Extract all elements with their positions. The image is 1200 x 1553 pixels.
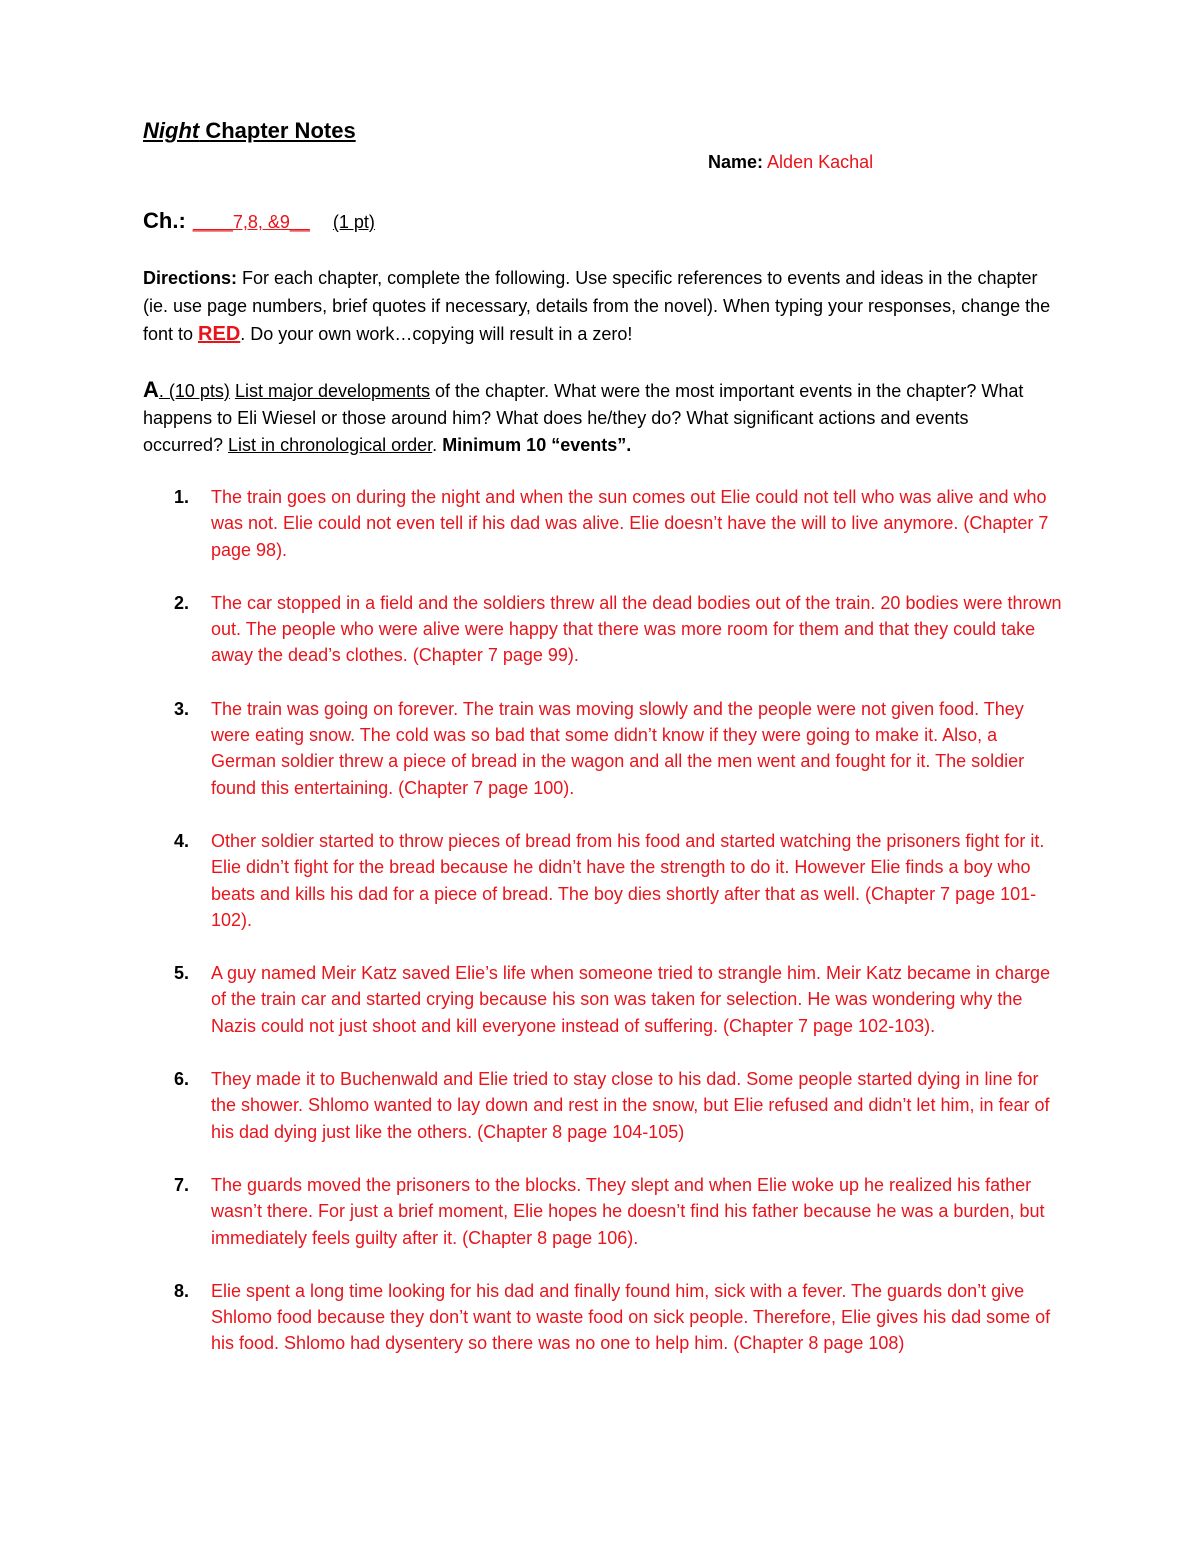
chapter-line <box>143 208 375 234</box>
chapter-value: ____7,8, &9__ <box>192 212 310 232</box>
event-number: 5. <box>174 963 190 984</box>
list-item <box>143 1172 1063 1251</box>
section-a-prompt <box>143 376 1053 459</box>
event-number: 1. <box>174 487 190 507</box>
chapter-label: Ch.: <box>143 208 186 233</box>
event-text: Elie spent a long time looking for his dad and finally found him, sick with a fever. The guards don’t give Shlomo food because they don’t want to waste food on sick people. Therefore, Elie gives his dad some of his food. Shlomo had dysentery so there was no one to help him. (Chapter 8 page 108) <box>211 1280 1051 1354</box>
event-text: Other soldier started to throw pieces of bread from his food and started watching the prisoners fight for it. Elie didn’t fight for the bread because he didn’t have the strength to do it. However Elie finds a boy who beats and kills his dad for a piece of bread. The boy dies shortly after that as well. (Chapter 7 page 101-102). <box>211 830 1045 930</box>
event-number: 6. <box>174 1069 190 1090</box>
title-book-name: Night <box>143 118 200 143</box>
name-line <box>708 152 873 173</box>
list-item <box>143 696 1063 801</box>
list-item <box>143 590 1063 669</box>
name-label: Name: <box>708 152 764 172</box>
section-a-text-2: . <box>432 435 443 455</box>
directions-text-1: For each chapter, complete the following. Use specific references to events and ideas in the chapter (ie. use page numbers, brief quotes if necessary, details from the novel). When typing your responses, change the font to <box>143 268 1051 344</box>
directions-text-2: . Do your own work…copying will result in a zero! <box>240 324 633 344</box>
list-item <box>143 1066 1063 1145</box>
red-word: RED <box>198 323 241 345</box>
event-number: 4. <box>174 830 190 851</box>
event-text: The guards moved the prisoners to the blocks. They slept and when Elie woke up he realized his father wasn’t there. For just a brief moment, Elie hopes he doesn’t find his father because he was a burden, but immediately feels guilty after it. (Chapter 8 page 106). <box>211 1174 1045 1248</box>
list-item <box>143 484 1063 563</box>
event-number: 2. <box>174 592 190 613</box>
event-text: The train goes on during the night and when the sun comes out Elie could not tell who was alive and who was not. Elie could not even tell if his dad was alive. Elie doesn’t have the will to live anymore. (Chapter 7 page 98). <box>211 487 1049 560</box>
event-number: 7. <box>174 1174 190 1195</box>
section-a-minimum: Minimum 10 “events”. <box>442 435 632 455</box>
list-item <box>143 828 1063 933</box>
directions-label: Directions: <box>143 268 238 288</box>
event-number: 3. <box>174 698 190 719</box>
event-text: The car stopped in a field and the soldiers threw all the dead bodies out of the train. 20 bodies were thrown out. The people who were alive were happy that there was more room for them and that they could take away the dead’s clothes. (Chapter 7 page 99). <box>211 592 1062 666</box>
event-text: They made it to Buchenwald and Elie tried to stay close to his dad. Some people started dying in line for the shower. Shlomo wanted to lay down and rest in the snow, but Elie refused and didn’t let him, in fear of his dad dying just like the others. (Chapter 8 page 104-105) <box>211 1069 1050 1142</box>
section-a-text-1: of the chapter. What were the most important events in the chapter? What happens to Eli Wiesel or those around him? What does he/they do? What significant actions and events occurred? <box>143 381 1024 455</box>
section-a-underline-1: List major developments <box>234 381 431 401</box>
section-a-label: A <box>143 377 159 402</box>
event-text: The train was going on forever. The train was moving slowly and the people were not given food. They were eating snow. The cold was so bad that some didn’t know if they were going to make it. Also, a German soldier threw a piece of bread in the wagon and all the men went and fought for it. The soldier found this entertaining. (Chapter 7 page 100). <box>211 698 1025 798</box>
section-a-underline-2: List in chronological order <box>228 435 433 455</box>
section-a-points: . (10 pts) <box>158 381 230 401</box>
event-text: A guy named Meir Katz saved Elie’s life when someone tried to strangle him. Meir Katz became in charge of the train car and started crying because his son was taken for selection. He was wondering why the Nazis could not just shoot and kill everyone instead of suffering. (Chapter 7 page 102-103). <box>211 963 1051 1036</box>
chapter-points: (1 pt) <box>332 212 375 232</box>
student-name: Alden Kachal <box>767 152 874 172</box>
page-title <box>143 118 356 144</box>
title-rest: Chapter Notes <box>199 118 356 143</box>
events-list <box>143 484 1063 1384</box>
directions-paragraph <box>143 264 1053 348</box>
list-item <box>143 1278 1063 1357</box>
event-number: 8. <box>174 1280 190 1301</box>
list-item <box>143 960 1063 1039</box>
